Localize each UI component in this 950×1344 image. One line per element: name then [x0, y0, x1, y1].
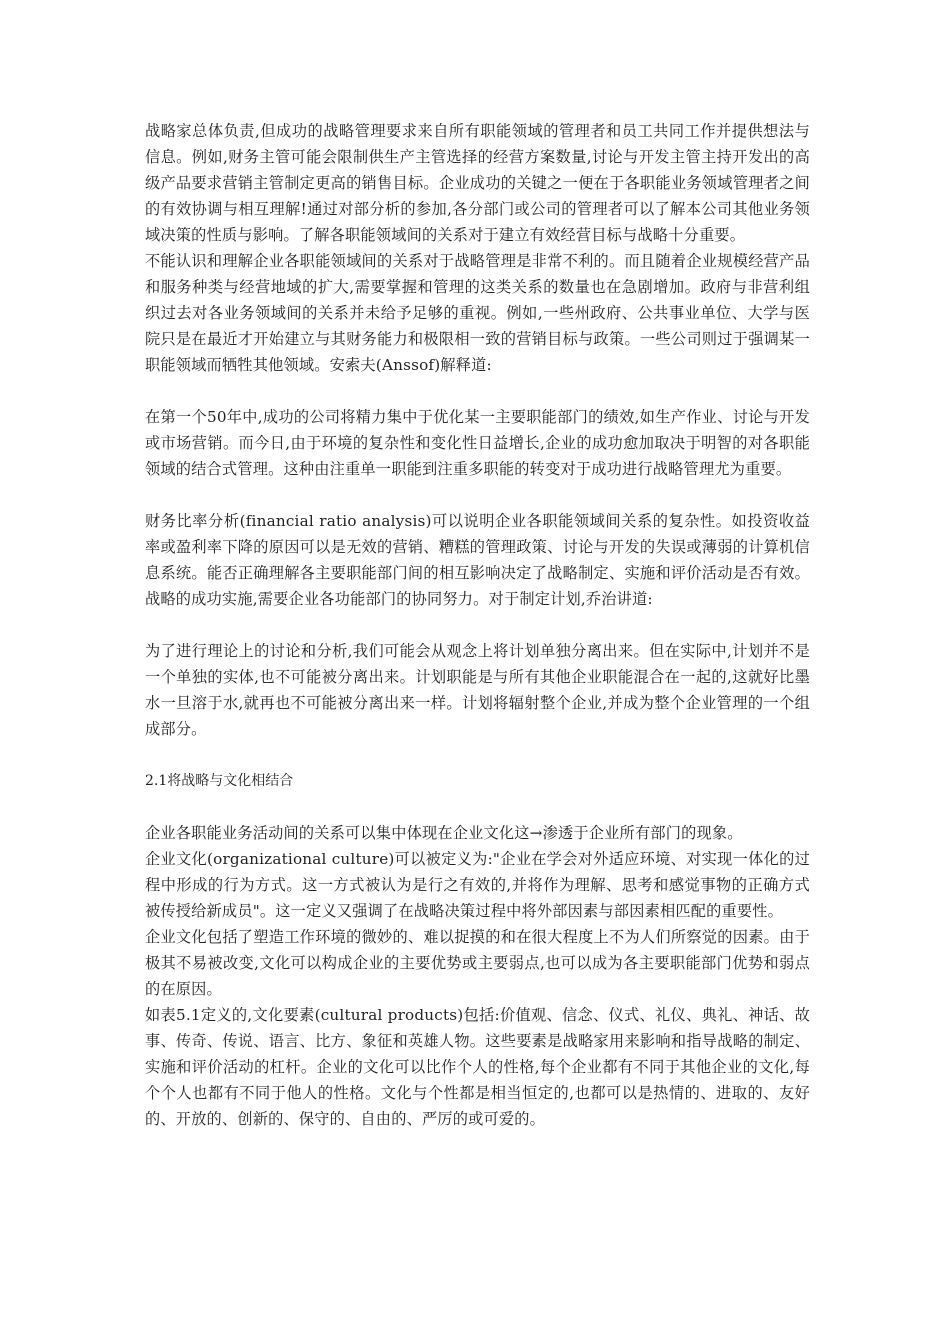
paragraph-6: 企业各职能业务活动间的关系可以集中体现在企业文化这→渗透于企业所有部门的现象。 — [145, 824, 743, 842]
paragraph-2: 不能认识和理解企业各职能领域间的关系对于战略管理是非常不利的。而且随着企业规模经营产品和服务种类与经营地域的扩大,需要掌握和管理的这类关系的数量也在急剧增加。政府与非营利组织过去对各业务领域间的关系并未给予足够的重视。例如,一些州政府、公共事业单位、大学与医院只是在最近才开始建立与其财务能力和极限相一致的营销目标与政策。一些公司则过于强调某一职能领域而牺牲其他领域。安索夫(Anssof)解释道: — [145, 252, 810, 374]
blank-line — [145, 482, 810, 508]
blank-line — [145, 794, 810, 820]
paragraph-5-quote: 为了进行理论上的讨论和分析,我们可能会从观念上将计划单独分离出来。但在实际中,计划并不是一个单独的实体,也不可能被分离出来。计划职能是与所有其他企业职能混合在一起的,这就好比墨水一旦溶于水,就再也不可能被分离出来一样。计划将辐射整个企业,并成为整个企业管理的一个组成部分。 — [145, 642, 810, 738]
paragraph-9: 如表5.1定义的,文化要素(cultural products)包括:价值观、信念、仪式、礼仪、典礼、神话、故事、传奇、传说、语言、比方、象征和英雄人物。这些要素是战略家用来影响和指导战略的制定、实施和评价活动的杠杆。企业的文化可以比作个人的性格,每个企业都有不同于其他企业的文化,每个个人也都有不同于他人的性格。文化与个性都是相当恒定的,也都可以是热情的、进取的、友好的、开放的、创新的、保守的、自由的、严厉的或可爱的。 — [145, 1006, 810, 1128]
section-heading: 2.1将战略与文化相结合 — [145, 773, 294, 789]
blank-line — [145, 378, 810, 404]
blank-line — [145, 612, 810, 638]
document-page — [145, 118, 810, 1132]
paragraph-7: 企业文化(organizational culture)可以被定义为:"企业在学会对外适应环境、对实现一体化的过程中形成的行为方式。这一方式被认为是行之有效的,并将作为理解、思考和感觉事物的正确方式被传授给新成员"。这一定义又强调了在战略决策过程中将外部因素与部因素相匹配的重要性。 — [145, 850, 810, 920]
paragraph-3-quote: 在第一个50年中,成功的公司将精力集中于优化某一主要职能部门的绩效,如生产作业、讨论与开发或市场营销。而今日,由于环境的复杂性和变化性日益增长,企业的成功愈加取决于明智的对各职能领域的结合式管理。这种由注重单一职能到注重多职能的转变对于成功进行战略管理尤为重要。 — [145, 408, 810, 478]
blank-line — [145, 742, 810, 768]
paragraph-4: 财务比率分析(financial ratio analysis)可以说明企业各职能领域间关系的复杂性。如投资收益率或盈利率下降的原因可以是无效的营销、糟糕的管理政策、讨论与开发的失误或薄弱的计算机信息系统。能否正确理解各主要职能部门间的相互影响决定了战略制定、实施和评价活动是否有效。战略的成功实施,需要企业各功能部门的协同努力。对于制定计划,乔治讲道: — [145, 512, 810, 608]
paragraph-8: 企业文化包括了塑造工作环境的微妙的、难以捉摸的和在很大程度上不为人们所察觉的因素。由于极其不易被改变,文化可以构成企业的主要优势或主要弱点,也可以成为各主要职能部门优势和弱点的在原因。 — [145, 928, 810, 998]
paragraph-1: 战略家总体负责,但成功的战略管理要求来自所有职能领域的管理者和员工共同工作并提供想法与信息。例如,财务主管可能会限制供生产主管选择的经营方案数量,讨论与开发主管主持开发出的高级产品要求营销主管制定更高的销售目标。企业成功的关键之一便在于各职能业务领域管理者之间的有效协调与相互理解!通过对部分析的参加,各分部门或公司的管理者可以了解本公司其他业务领域决策的性质与影响。了解各职能领域间的关系对于建立有效经营目标与战略十分重要。 — [145, 122, 810, 244]
